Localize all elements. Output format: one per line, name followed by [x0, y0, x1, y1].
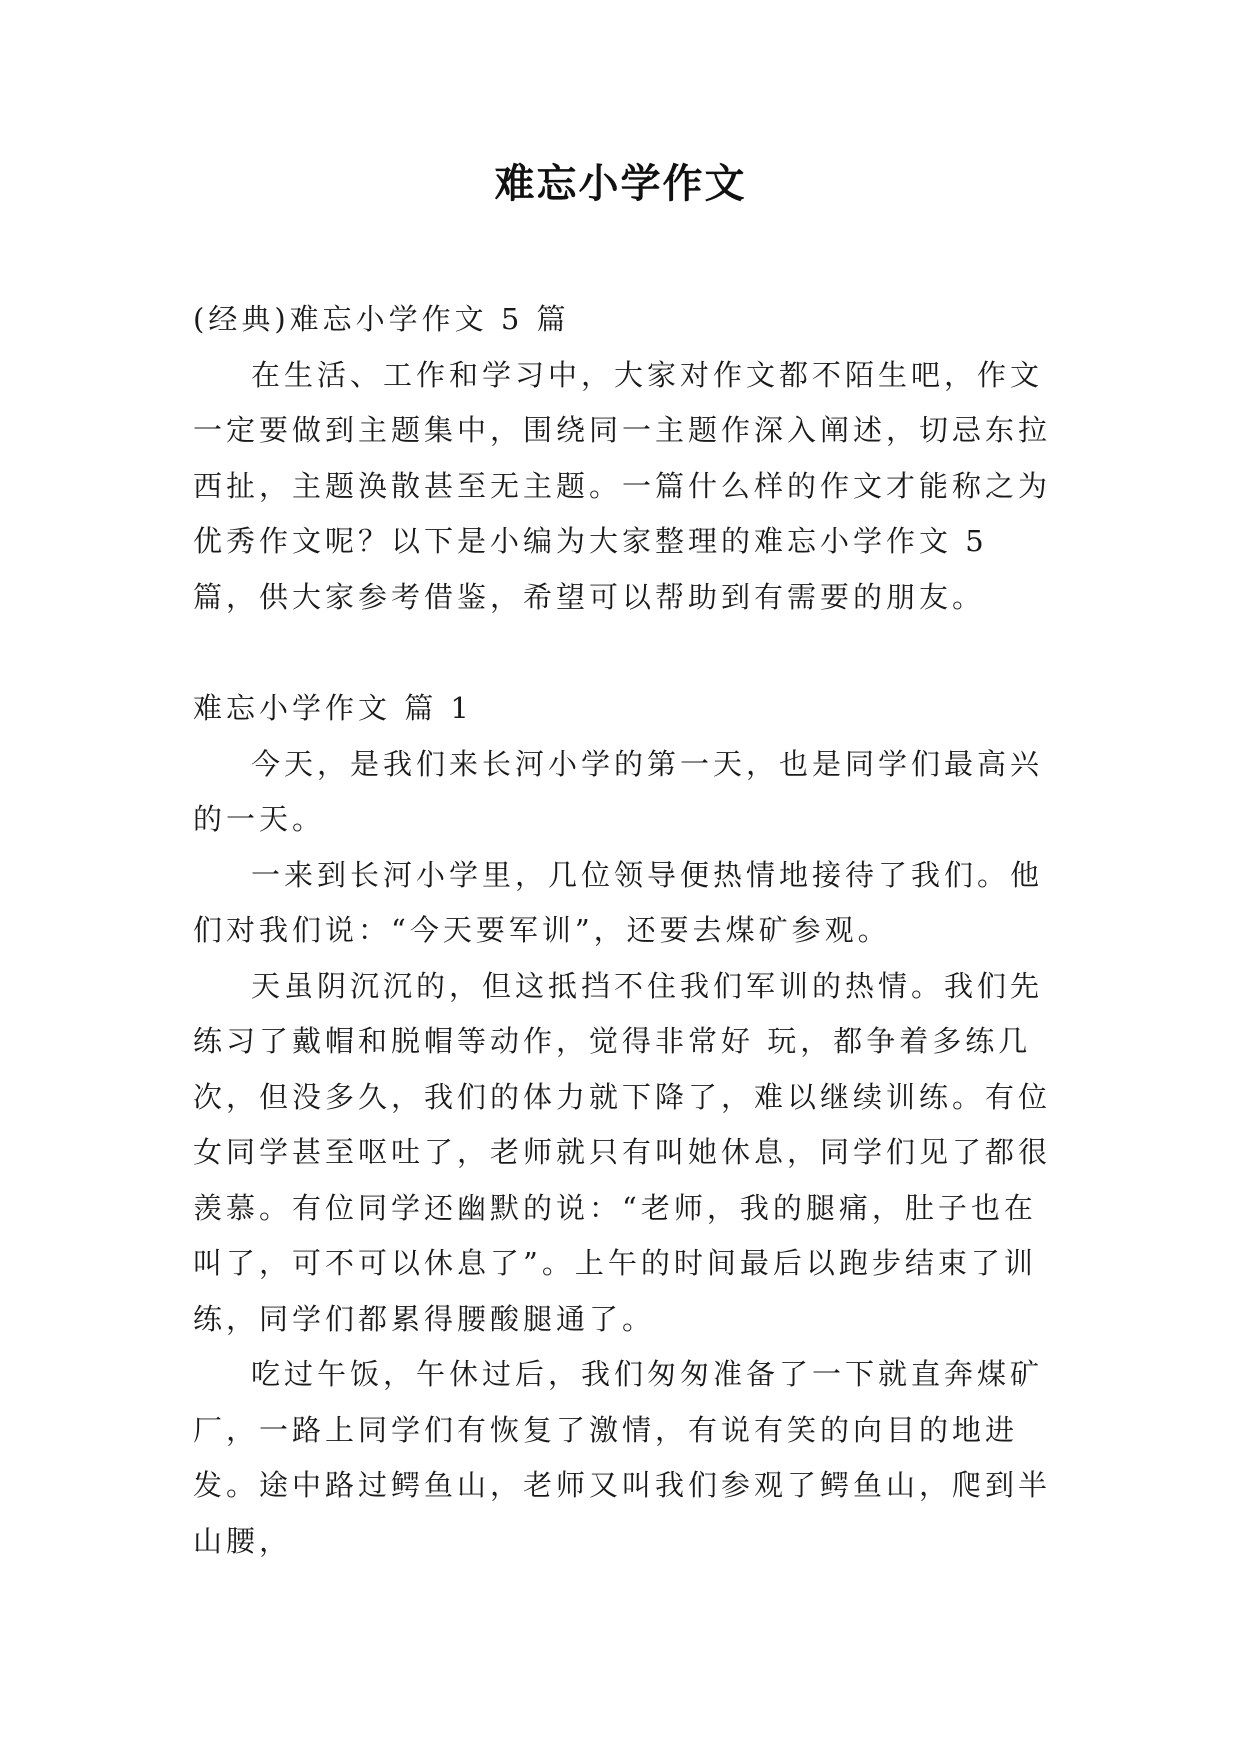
- body-paragraph: 一来到长河小学里，几位领导便热情地接待了我们。他们对我们说：“今天要军训”，还要去煤矿参观。: [193, 857, 1044, 947]
- body-paragraph: 今天，是我们来长河小学的第一天，也是同学们最高兴的一天。: [193, 746, 1044, 836]
- body-paragraph: 天虽阴沉沉的，但这抵挡不住我们军训的热情。我们先练习了戴帽和脱帽等动作，觉得非常好 玩，都争着多练几次，但没多久，我们的体力就下降了，难以继续训练。有位女同学甚至呕吐了，老师就只有叫她休息，同学们见了都很羡慕。有位同学还幽默的说：“老师，我的腿痛，肚子也在叫了，可不可以休息了”。上午的时间最后以跑步结束了训练，同学们都累得腰酸腿通了。: [193, 968, 1052, 1336]
- document-subtitle: (经典)难忘小学作文 5 篇: [193, 302, 570, 336]
- body-paragraph: 吃过午饭，午休过后，我们匆匆准备了一下就直奔煤矿厂，一路上同学们有恢复了激情，有说有笑的向目的地进发。途中路过鳄鱼山，老师又叫我们参观了鳄鱼山，爬到半山腰，: [193, 1357, 1052, 1558]
- document-title: 难忘小学作文: [494, 161, 747, 207]
- document-body: [193, 292, 1053, 1569]
- section-heading: 难忘小学作文 篇 1: [193, 691, 473, 725]
- intro-paragraph: 在生活、工作和学习中，大家对作文都不陌生吧，作文一定要做到主题集中，围绕同一主题作深入阐述，切忌东拉西扯，主题涣散甚至无主题。一篇什么样的作文才能称之为优秀作文呢？以下是小编为大家整理的难忘小学作文 5 篇，供大家参考借鉴，希望可以帮助到有需要的朋友。: [193, 357, 1052, 614]
